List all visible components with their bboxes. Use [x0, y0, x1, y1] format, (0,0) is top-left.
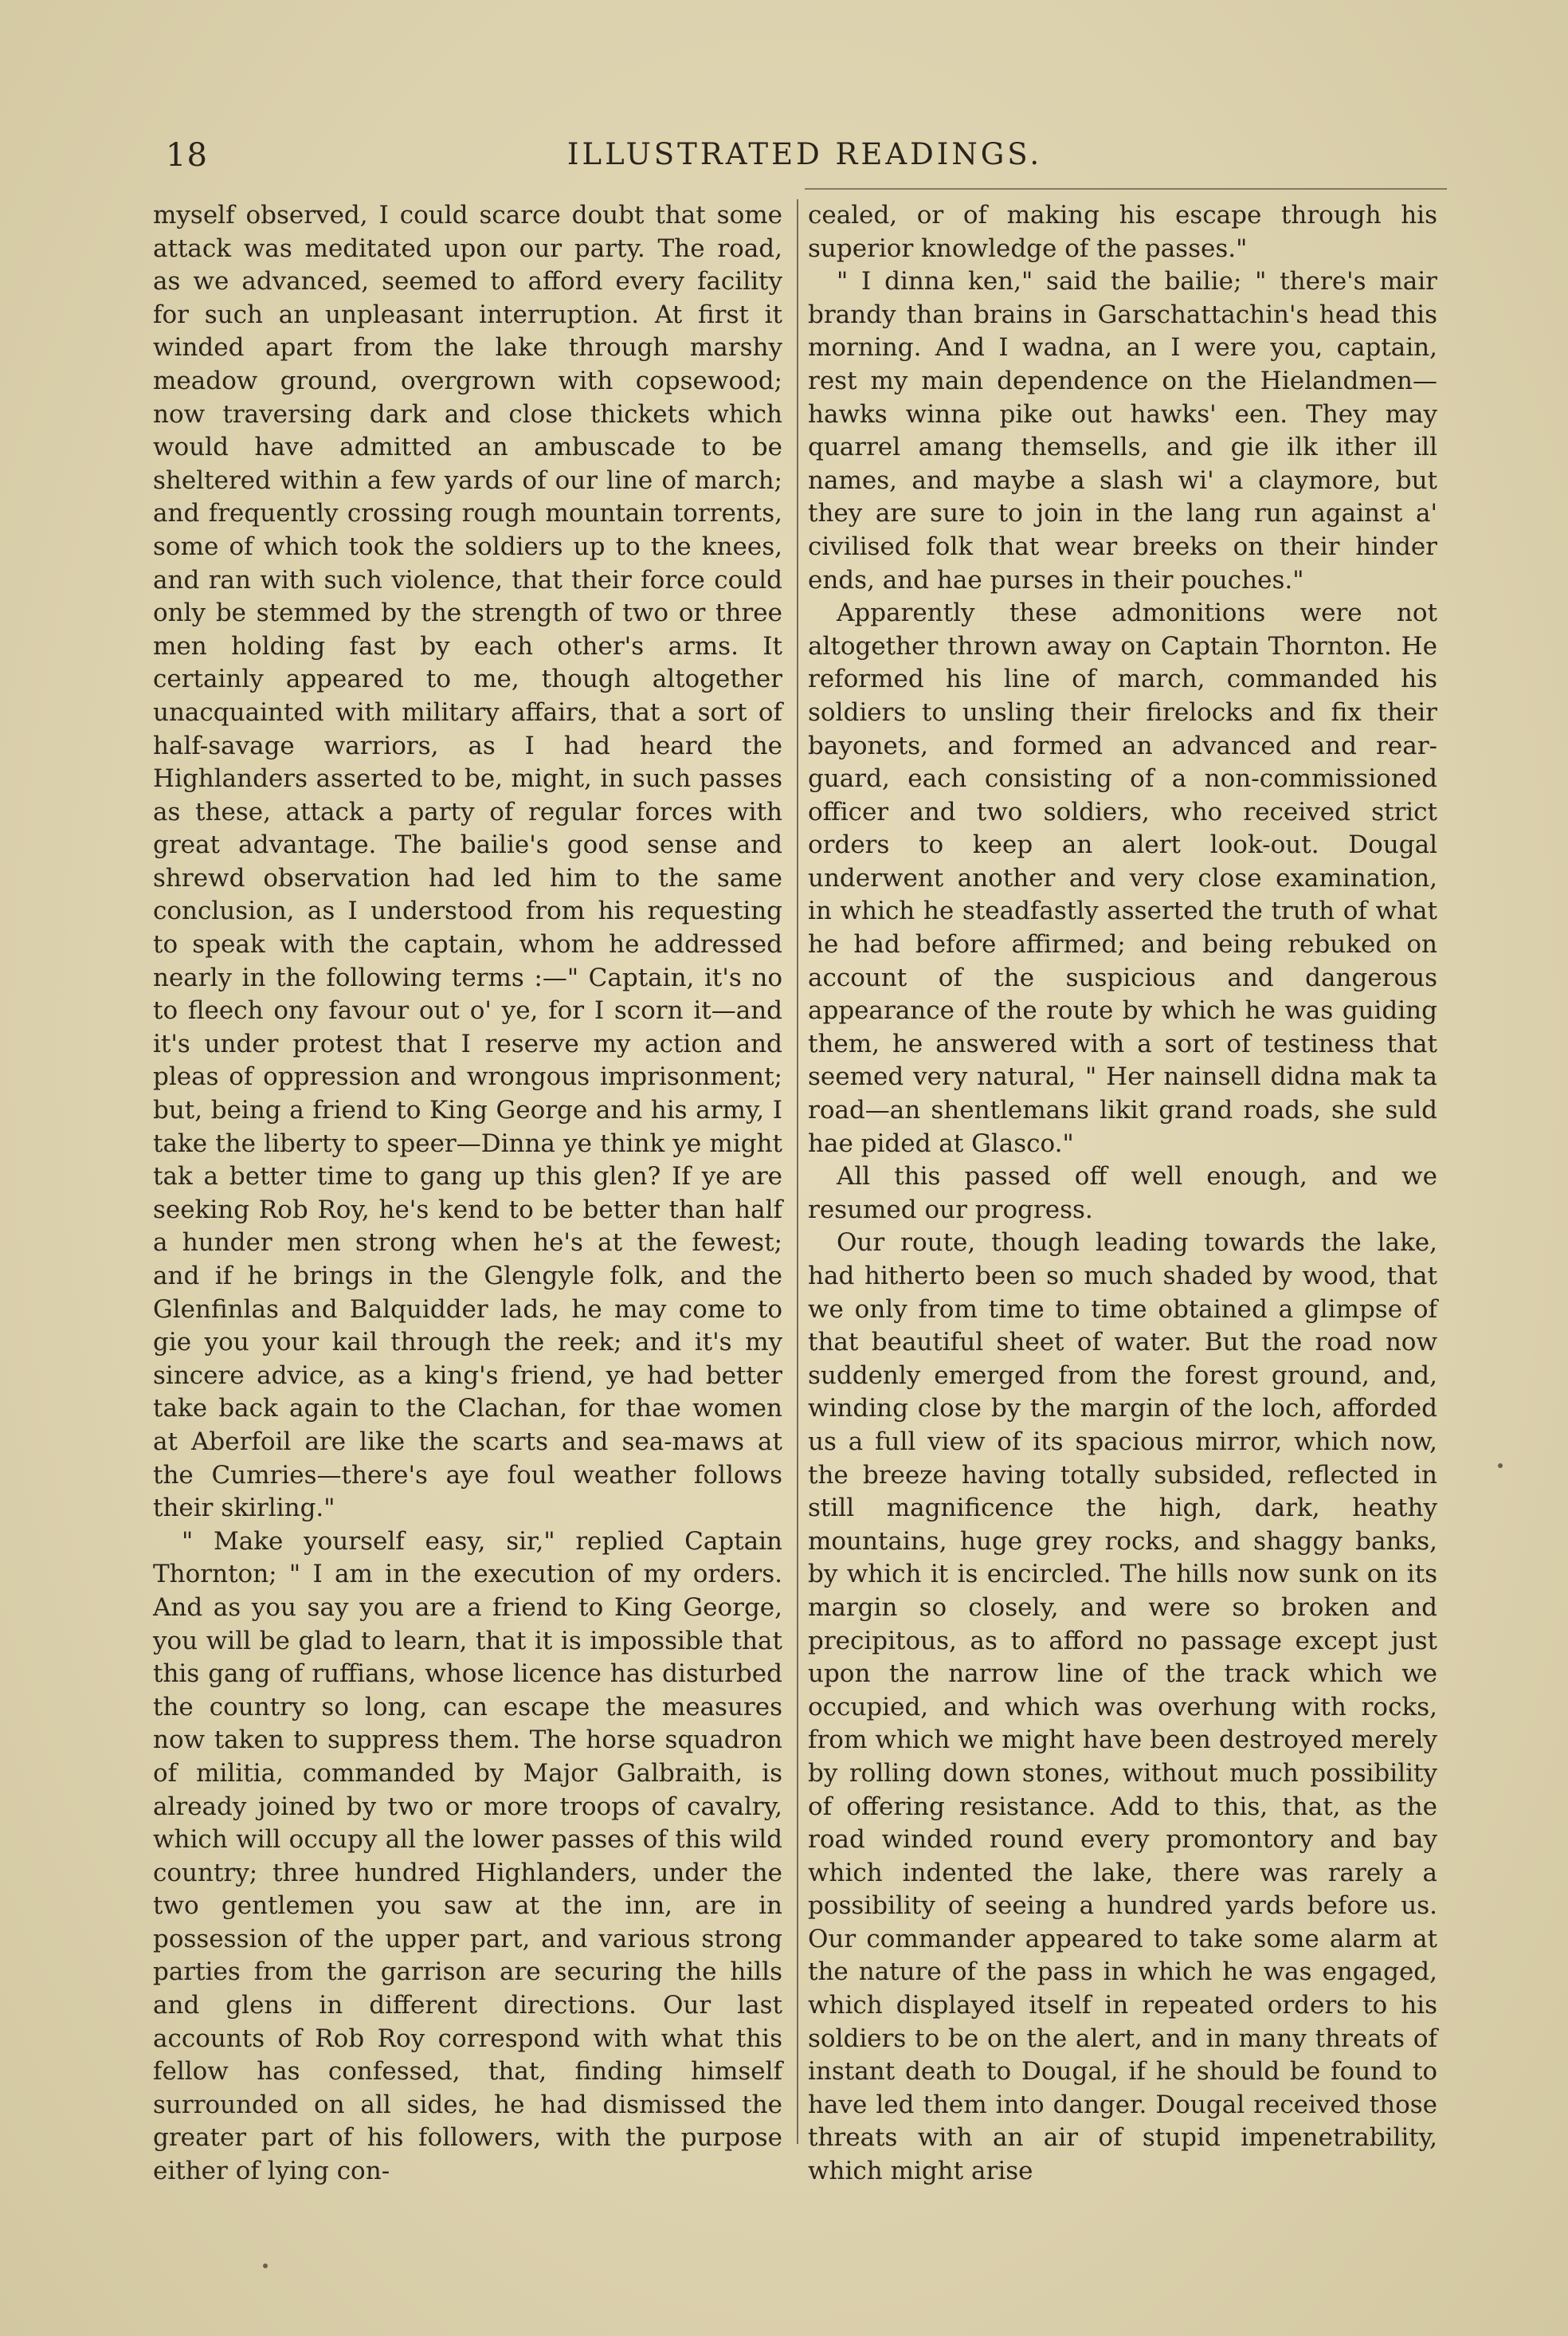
paragraph: " Make yourself easy, sir," replied Captain Thornton; " I am in the execution of my orders. And as you say you are a friend to King George, you will be glad to learn, that it is impossible that this gang of ruffians, whose licence has disturbed the country so long, can escape the measures now taken to suppress them. The horse squadron of militia, commanded by Major Galbraith, is already joined by two or more troops of cavalry, which will occupy all the lower passes of this wild country; three hundred Highlanders, under the two gentlemen you saw at the inn, are in possession of the upper part, and various strong parties from the garrison are securing the hills and glens in different directions. Our last accounts of Rob Roy correspond with what this fellow has confessed, that, finding himself surrounded on all sides, he had dismissed the greater part of his followers, with the purpose either of lying con- — [153, 1526, 782, 2186]
paragraph: cealed, or of making his escape through his superior knowledge of the passes." — [808, 201, 1437, 263]
page-header — [151, 135, 1458, 183]
page-number: 18 — [166, 137, 208, 174]
paragraph: myself observed, I could scarce doubt that some attack was meditated upon our party. The road, as we advanced, seemed to afford every facility for such an unpleasant interruption. At first it winded apart from the lake through marshy meadow ground, overgrown with copsewood; now traversing dark and close thickets which would have admitted an ambuscade to be sheltered within a few yards of our line of march; and frequently crossing rough mountain torrents, some of which took the soldiers up to the knees, and ran with such violence, that their force could only be stemmed by the strength of two or three men holding fast by each other's arms. It certainly appeared to me, though altogether unacquainted with military affairs, that a sort of half-savage warriors, as I had heard the Highlanders asserted to be, might, in such passes as these, attack a party of regular forces with great advantage. The bailie's good sense and shrewd observation had led him to the same conclusion, as I understood from his requesting to speak with the captain, whom he addressed nearly in the following terms :—" Captain, it's no to fleech ony favour out o' ye, for I scorn it—and it's under protest that I reserve my action and pleas of oppression and wrongous imprisonment; but, being a friend to King George and his army, I take the liberty to speer—Dinna ye think ye might tak a better time to gang up this glen? If ye are seeking Rob Roy, he's kend to be better than half a hunder men strong when he's at the fewest; and if he brings in the Glengyle folk, and the Glenfinlas and Balquidder lads, he may come to gie you your kail through the reek; and it's my sincere advice, as a king's friend, ye had better take back again to the Clachan, for thae women at Aberfoil are like the scarts and sea-maws at the Cumries—there's aye foul weather follows their skirling." — [153, 201, 782, 1523]
column-top-rule — [805, 188, 1447, 190]
paper-speck — [263, 2263, 268, 2268]
paper-speck — [1498, 1463, 1503, 1468]
right-column — [808, 199, 1437, 2189]
paragraph: Apparently these admonitions were not altogether thrown away on Captain Thornton. He reformed his line of march, commanded his soldiers to unsling their firelocks and fix their bayonets, and formed an advanced and rear-guard, each consisting of a non-commissioned officer and two soldiers, who received strict orders to keep an alert look-out. Dougal underwent another and very close examination, in which he steadfastly asserted the truth of what he had before affirmed; and being rebuked on account of the suspicious and dangerous appearance of the route by which he was guiding them, he answered with a sort of testiness that seemed very natural, " Her nainsell didna mak ta road—an shentlemans likit grand roads, she suld hae pided at Glasco." — [808, 599, 1437, 1158]
paragraph: Our route, though leading towards the lake, had hitherto been so much shaded by wood, that we only from time to time obtained a glimpse of that beautiful sheet of water. But the road now suddenly emerged from the forest ground, and, winding close by the margin of the loch, afforded us a full view of its spacious mirror, which now, the breeze having totally subsided, reflected in still magnificence the high, dark, heathy mountains, huge grey rocks, and shaggy banks, by which it is encircled. The hills now sunk on its margin so closely, and were so broken and precipitous, as to afford no passage except just upon the narrow line of the track which we occupied, and which was overhung with rocks, from which we might have been destroyed merely by rolling down stones, without much possibility of offering resistance. Add to this, that, as the road winded round every promontory and bay which indented the lake, there was rarely a possibility of seeing a hundred yards before us. Our commander appeared to take some alarm at the nature of the pass in which he was engaged, which displayed itself in repeated orders to his soldiers to be on the alert, and in many threats of instant death to Dougal, if he should be found to have led them into danger. Dougal received those threats with an air of stupid impenetrability, which might arise — [808, 1228, 1437, 2186]
running-title: ILLUSTRATED READINGS. — [566, 137, 1043, 171]
left-column — [153, 199, 782, 2189]
paragraph: " I dinna ken," said the bailie; " there's mair brandy than brains in Garschattachin's head this morning. And I wadna, an I were you, captain, rest my main dependence on the Hielandmen—hawks winna pike out hawks' een. They may quarrel amang themsells, and gie ilk ither ill names, and maybe a slash wi' a claymore, but they are sure to join in the lang run against a' civilised folk that wear breeks on their hinder ends, and hae purses in their pouches." — [808, 267, 1437, 595]
column-divider — [797, 199, 798, 2144]
paragraph: All this passed off well enough, and we resumed our progress. — [808, 1162, 1437, 1224]
